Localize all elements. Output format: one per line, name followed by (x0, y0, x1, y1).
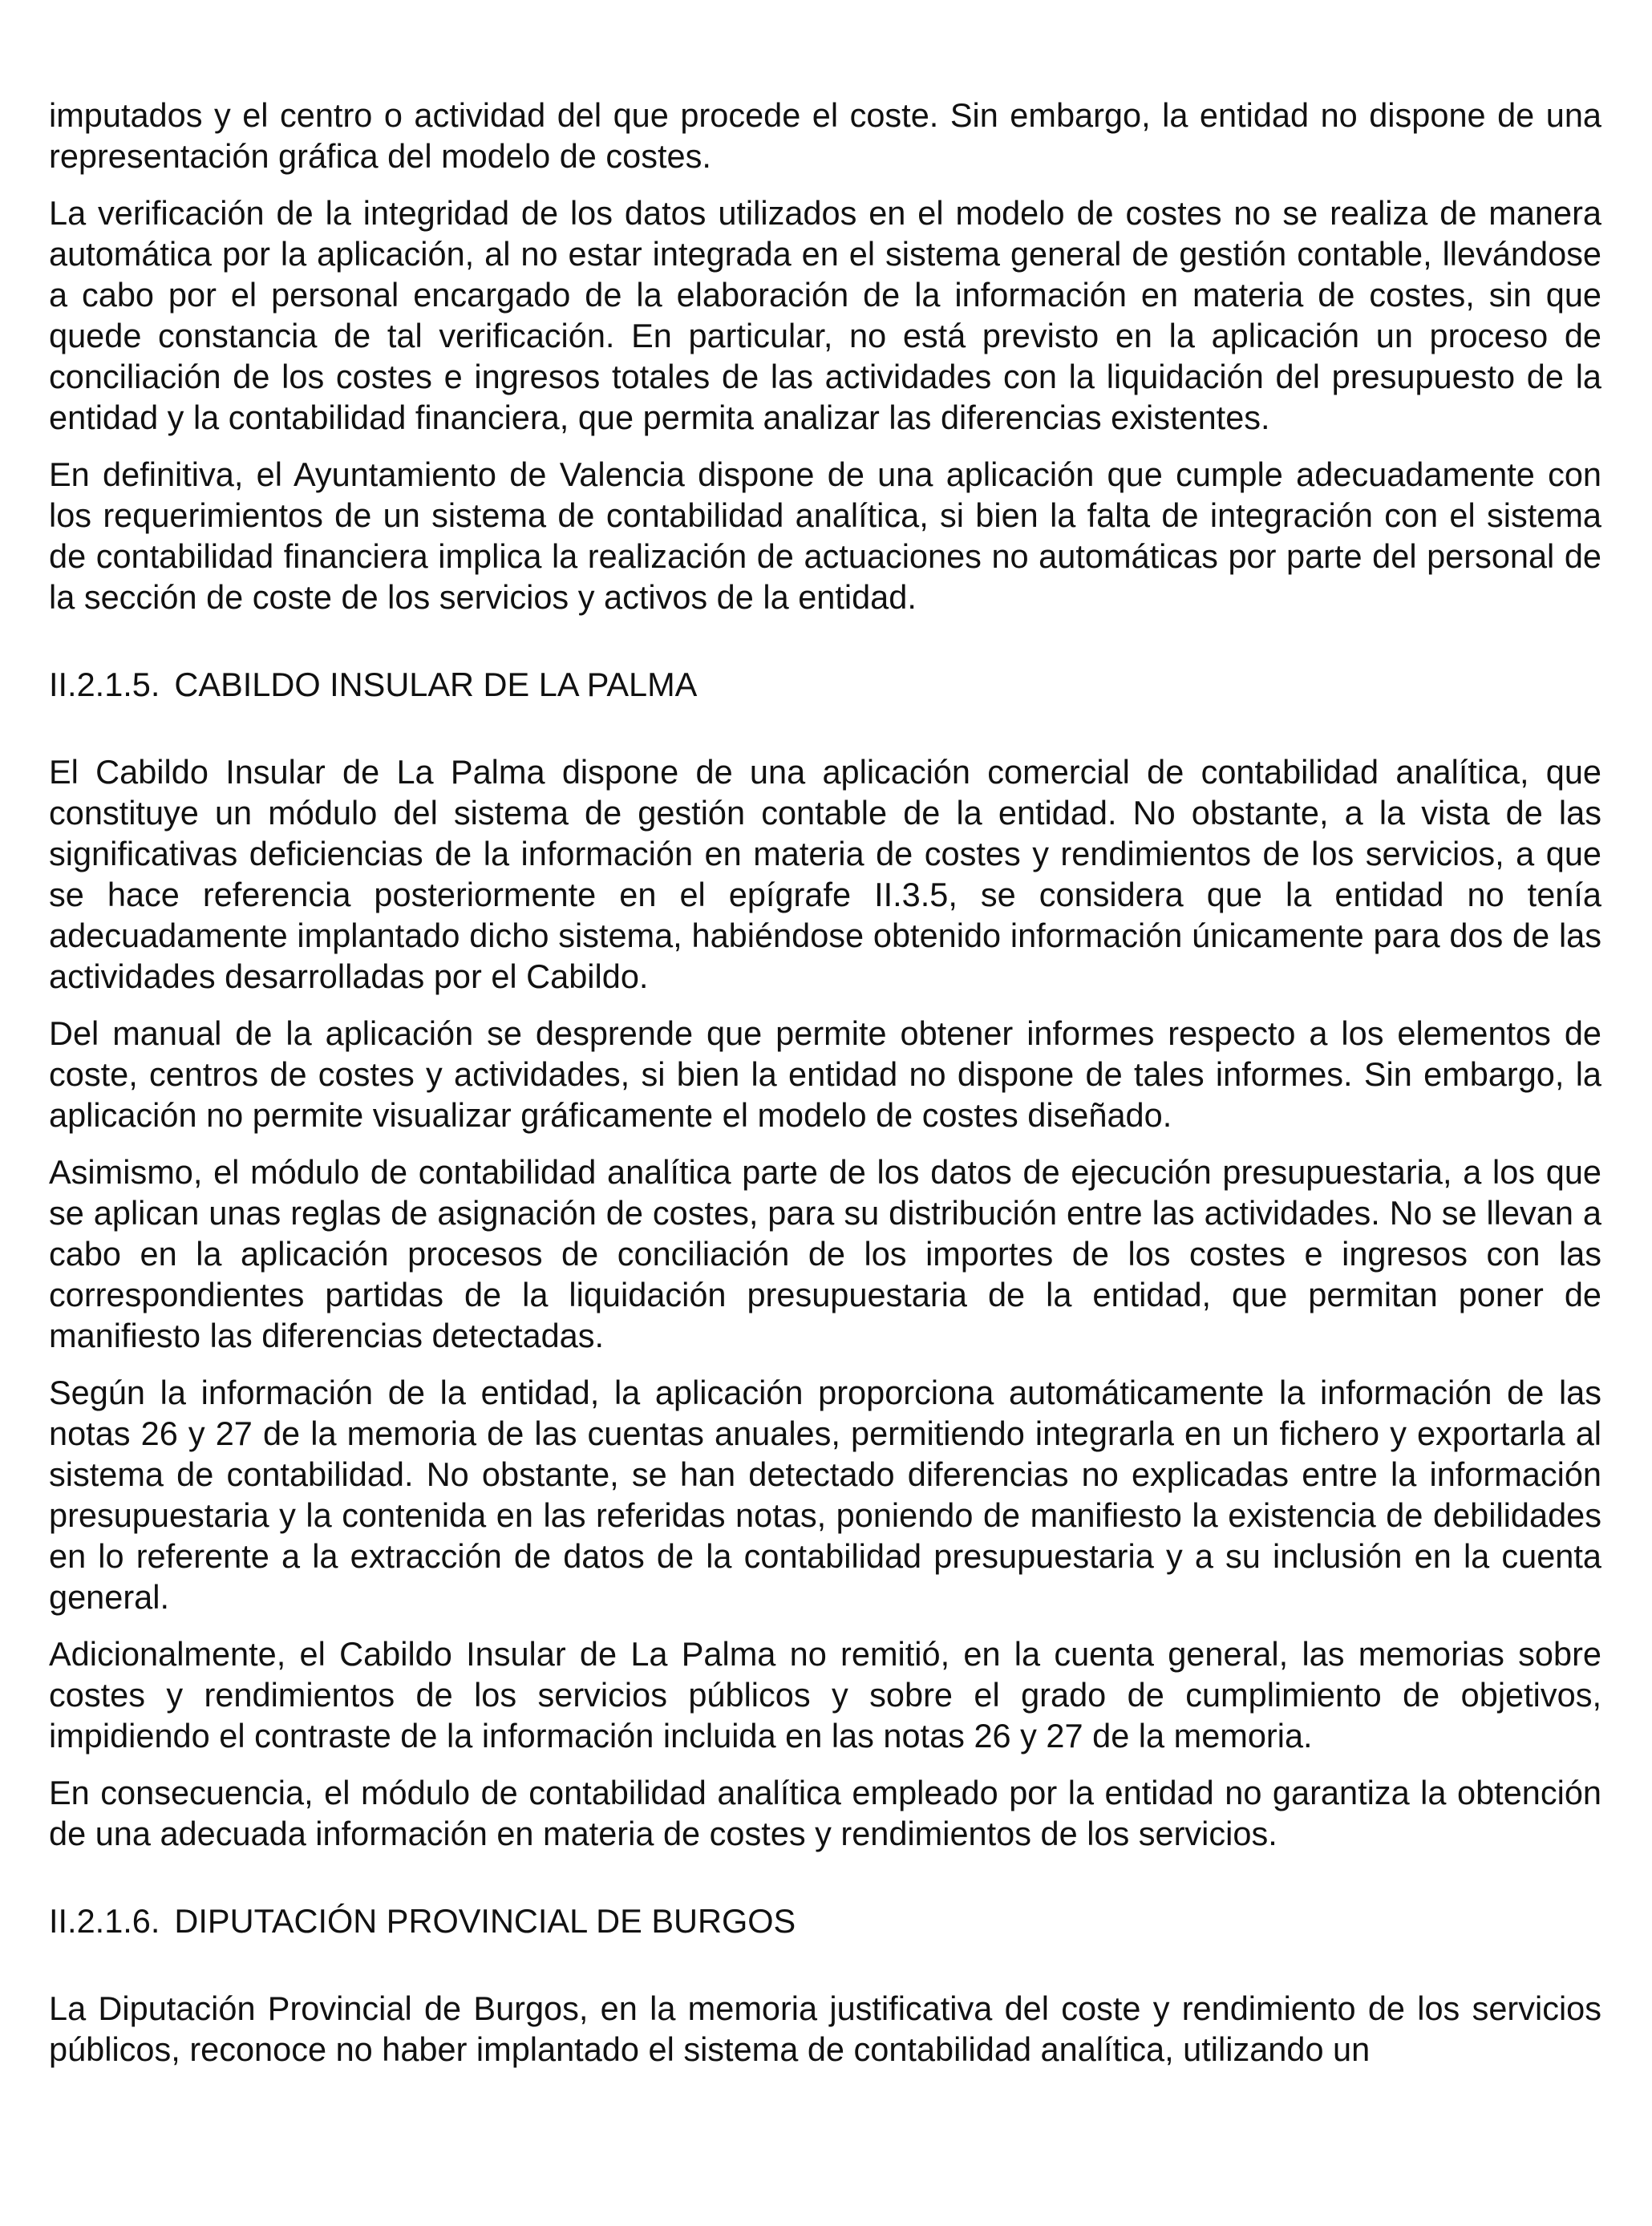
paragraph-la-palma-2: Del manual de la aplicación se desprende que permite obtener informes respecto a los elementos de coste, centros de costes y actividades, si bien la entidad no dispone de tales informes. Sin embargo, la aplicación no permite visualizar gráficamente el modelo de costes diseñado. (49, 1014, 1601, 1134)
paragraph-burgos-1: La Diputación Provincial de Burgos, en la memoria justificativa del coste y rendimiento de los servicios públicos, reconoce no haber implantado el sistema de contabilidad analítica, utilizando un (49, 1989, 1601, 2068)
paragraph-la-palma-6: En consecuencia, el módulo de contabilidad analítica empleado por la entidad no garantiza la obtención de una adecuada información en materia de costes y rendimientos de los servicios. (49, 1774, 1601, 1852)
section-heading-cabildo-la-palma (49, 664, 1601, 705)
paragraph-la-palma-5: Adicionalmente, el Cabildo Insular de La Palma no remitió, en la cuenta general, las memorias sobre costes y rendimientos de los servicios públicos y sobre el grado de cumplimiento de objetivos, impidiendo el contraste de la información incluida en las notas 26 y 27 de la memoria. (49, 1635, 1601, 1754)
paragraph-la-palma-4: Según la información de la entidad, la aplicación proporciona automáticamente la información de las notas 26 y 27 de la memoria de las cuentas anuales, permitiendo integrarla en un fichero y exportarla al sistema de contabilidad. No obstante, se han detectado diferencias no explicadas entre la información presupuestaria y la contenida en las referidas notas, poniendo de manifiesto la existencia de debilidades en lo referente a la extracción de datos de la contabilidad presupuestaria y a su inclusión en la cuenta general. (49, 1374, 1601, 1616)
paragraph-la-palma-1: El Cabildo Insular de La Palma dispone de una aplicación comercial de contabilidad analítica, que constituye un módulo del sistema de gestión contable de la entidad. No obstante, a la vista de las significativas deficiencias de la información en materia de costes y rendimientos de los servicios, a que se hace referencia posteriormente en el epígrafe II.3.5, se considera que la entidad no tenía adecuadamente implantado dicho sistema, habiéndose obtenido información únicamente para dos de las actividades desarrolladas por el Cabildo. (49, 753, 1601, 995)
document-page (49, 95, 1601, 2070)
section-title: DIPUTACIÓN PROVINCIAL DE BURGOS (174, 1902, 796, 1940)
paragraph-intro-1: imputados y el centro o actividad del que procede el coste. Sin embargo, la entidad no dispone de una representación gráfica del modelo de costes. (49, 96, 1601, 175)
section-title: CABILDO INSULAR DE LA PALMA (174, 666, 698, 703)
paragraph-la-palma-3: Asimismo, el módulo de contabilidad analítica parte de los datos de ejecución presupuestaria, a los que se aplican unas reglas de asignación de costes, para su distribución entre las actividades. No se llevan a cabo en la aplicación procesos de conciliación de los importes de los costes e ingresos con las correspondientes partidas de la liquidación presupuestaria de la entidad, que permitan poner de manifiesto las diferencias detectadas. (49, 1153, 1601, 1354)
section-heading-diputacion-burgos (49, 1900, 1601, 1941)
section-number: II.2.1.6. (49, 1902, 160, 1940)
paragraph-intro-3: En definitiva, el Ayuntamiento de Valencia dispone de una aplicación que cumple adecuadamente con los requerimientos de un sistema de contabilidad analítica, si bien la falta de integración con el sistema de contabilidad financiera implica la realización de actuaciones no automáticas por parte del personal de la sección de coste de los servicios y activos de la entidad. (49, 455, 1601, 616)
section-number: II.2.1.5. (49, 666, 160, 703)
paragraph-intro-2: La verificación de la integridad de los datos utilizados en el modelo de costes no se realiza de manera automática por la aplicación, al no estar integrada en el sistema general de gestión contable, llevándose a cabo por el personal encargado de la elaboración de la información en materia de costes, sin que quede constancia de tal verificación. En particular, no está previsto en la aplicación un proceso de conciliación de los costes e ingresos totales de las actividades con la liquidación del presupuesto de la entidad y la contabilidad financiera, que permita analizar las diferencias existentes. (49, 194, 1601, 436)
